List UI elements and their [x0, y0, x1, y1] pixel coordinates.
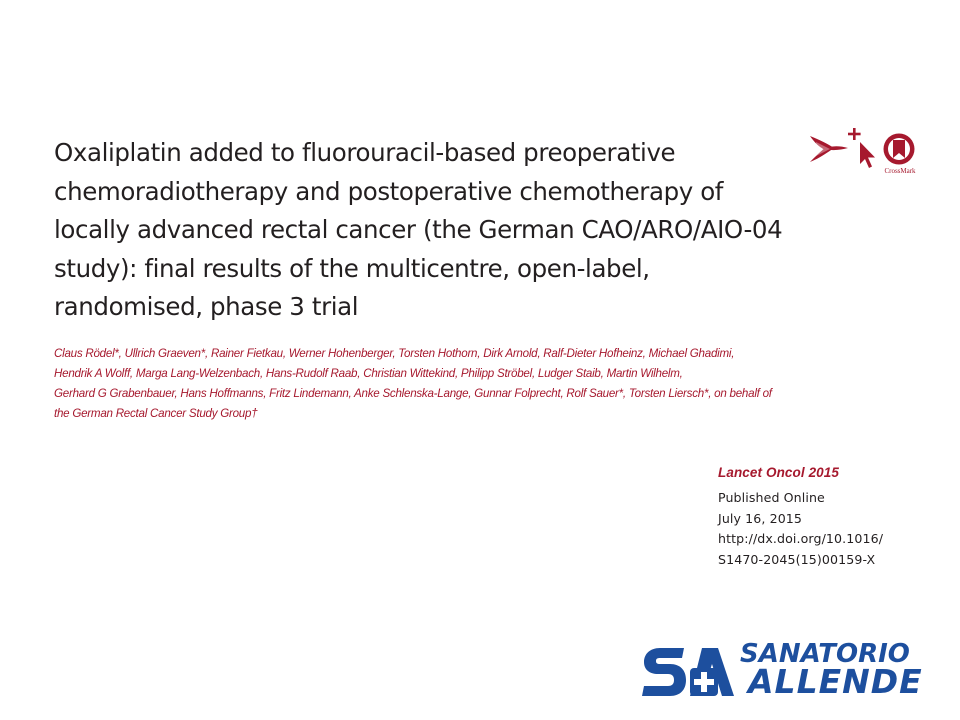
- journal-citation: Lancet Oncol 2015: [718, 465, 839, 480]
- article-title: [54, 134, 814, 327]
- swift-logo-icon: [808, 132, 850, 166]
- crossmark-label: CrossMark: [884, 167, 916, 175]
- logo-line-2: ALLENDE: [748, 662, 923, 701]
- publication-info: [718, 464, 938, 570]
- published-label: Published: [718, 490, 780, 505]
- title-line: chemoradiotherapy and postoperative chemotherapy of: [54, 176, 724, 206]
- author-line: Claus Rödel*, Ullrich Graeven*, Rainer Fietkau, Werner Hohenberger, Torsten Hothorn, Dirk Arnold, Ralf-Dieter Hofheinz, Michael Ghadimi,: [54, 347, 735, 360]
- author-list: [54, 344, 814, 424]
- sa-monogram-icon: [640, 644, 740, 702]
- sanatorio-allende-logo: [640, 640, 925, 704]
- online-label: Online: [783, 490, 825, 505]
- logo-wordmark: [740, 639, 925, 701]
- title-line: study): final results of the multicentre, open-label,: [54, 253, 650, 283]
- title-line: Oxaliplatin added to fluorouracil-based preoperative: [54, 138, 676, 167]
- author-line: Gerhard G Grabenbauer, Hans Hoffmanns, Fritz Lindemann, Anke Schlenska-Lange, Gunnar Folprecht, Rolf Sauer*, Torsten Liersch*, on behalf of: [54, 387, 772, 400]
- crossmark-icon: [882, 132, 916, 168]
- doi-link-line2[interactable]: S1470-2045(15)00159-X: [718, 551, 876, 567]
- logo-line-1: SANATORIO: [740, 639, 910, 669]
- title-line: locally advanced rectal cancer (the German CAO/ARO/AIO-04: [54, 215, 783, 244]
- doi-link-line1[interactable]: http://dx.doi.org/10.1016/: [718, 531, 884, 546]
- cursor-plus-icon: [848, 128, 876, 170]
- author-line: Hendrik A Wolff, Marga Lang-Welzenbach, Hans-Rudolf Raab, Christian Wittekind, Philipp Ströbel, Ludger Staib, Martin Wilhelm,: [54, 367, 683, 380]
- publication-date: July 16, 2015: [718, 510, 803, 526]
- author-line: the German Rectal Cancer Study Group†: [54, 407, 258, 420]
- title-line: randomised, phase 3 trial: [54, 292, 359, 321]
- published-online: [718, 488, 938, 509]
